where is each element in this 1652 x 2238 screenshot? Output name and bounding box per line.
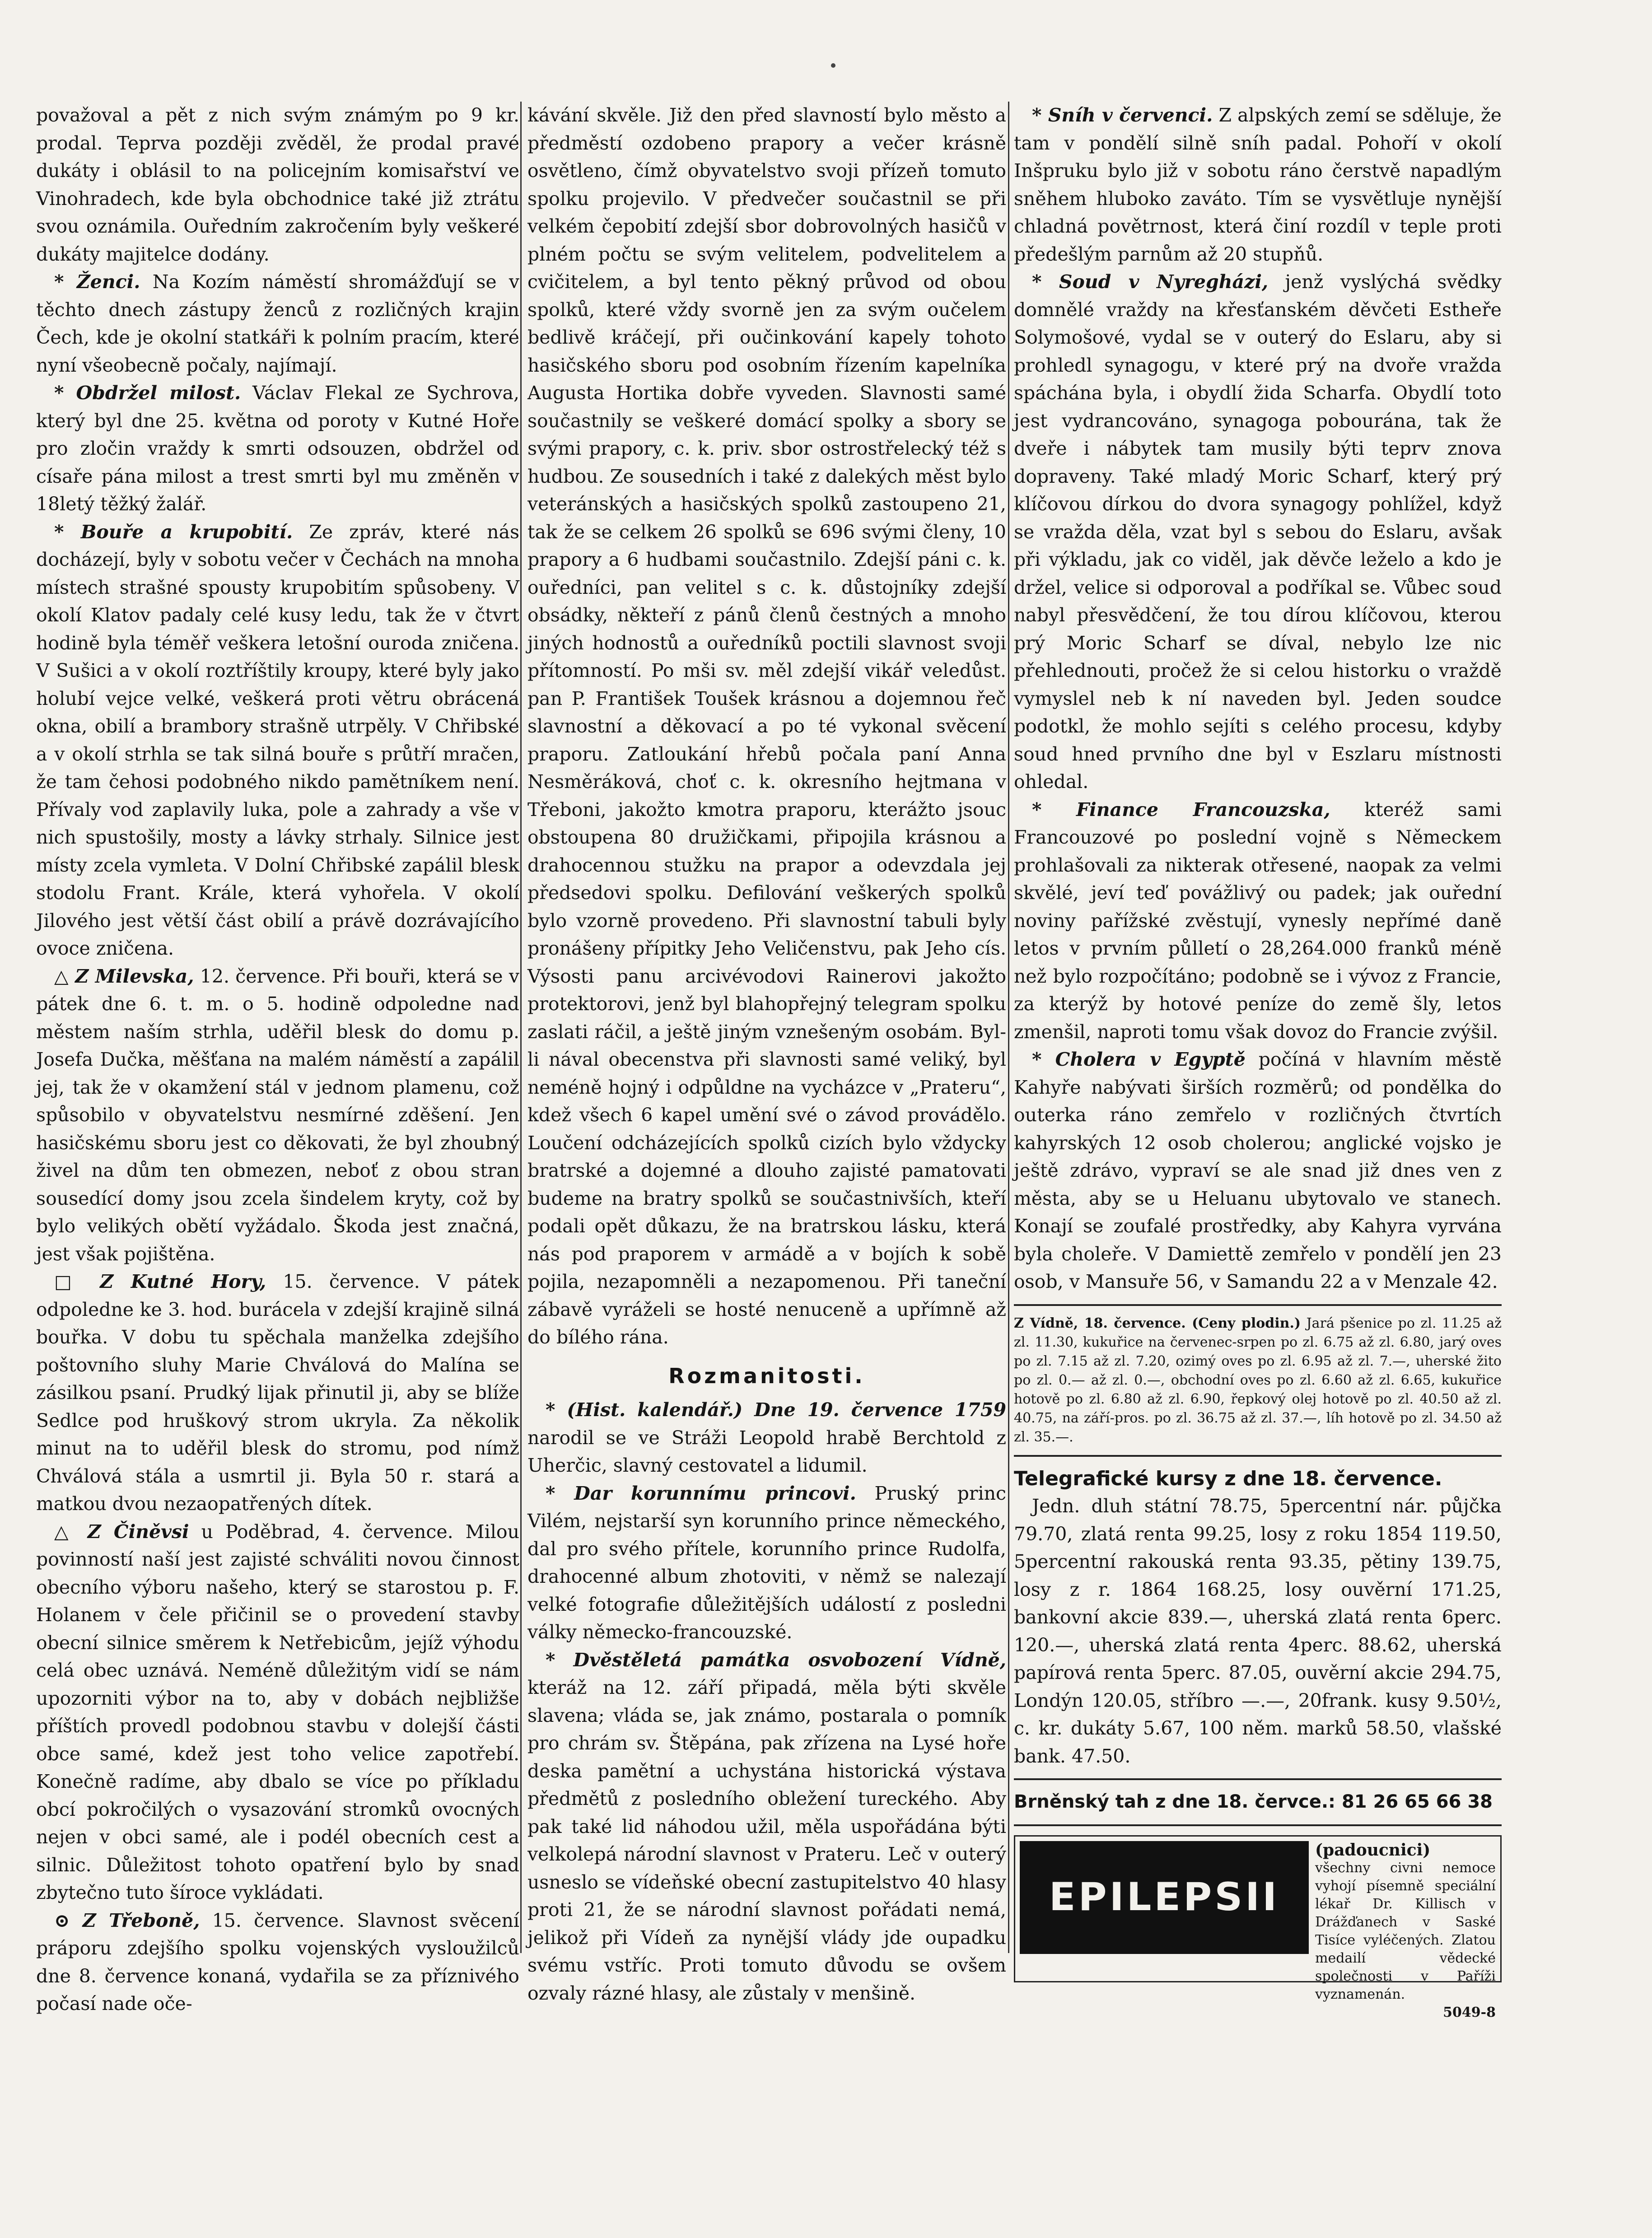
column-2 bbox=[527, 102, 1006, 2007]
ad-logo: EPILEPSII bbox=[1020, 1841, 1309, 1954]
article-milevsko bbox=[36, 963, 519, 1268]
article-dar bbox=[527, 1480, 1006, 1646]
ad-heading: (padoucnici) bbox=[1315, 1840, 1431, 1860]
heading-cinoves: △ Z Činěvsi bbox=[54, 1520, 189, 1543]
article-dukaty: považoval a pět z nich svým známým po 9 kr. prodal. Teprva později zvěděl, že prodal pravé dukáty i oblásil to na policejním komisařství ve Vinohradech, kde byla obchodnice také již ztrátu svou oznámila. Ouředním zakročením byly veškeré dukáty majitelce dodány. bbox=[36, 104, 519, 265]
divider-4 bbox=[1014, 1824, 1502, 1826]
heading-dar: * Dar korunnímu princovi. bbox=[546, 1482, 856, 1504]
text-finance: kteréž sami Francouzové po poslední vojně s Německem prohlašovali za nikterak otřesené, naopak za velmi skvělé, jeví teď povážlivý ou padek; jak ouřední noviny pařížské zvěstují, vynesly nepřímé daně letos v prvním půlletí o 28,264.000 franků méně než bylo rozpočítáno; podobně se i vývoz z Francie, za kterýž by hotové peníze do země šly, letos zmenšil, naproti tomu však dovoz do Francie zvýšil. bbox=[1014, 798, 1502, 1043]
article-snih bbox=[1014, 102, 1502, 268]
column-rule-2 bbox=[1008, 102, 1009, 1953]
column-rule-1 bbox=[520, 102, 522, 1953]
article-hist bbox=[527, 1396, 1006, 1480]
article-cinoves bbox=[36, 1518, 519, 1907]
ad-code: 5049-8 bbox=[1443, 2004, 1496, 2020]
text-trebon: 15. července. Slavnost svěcení práporu zdejšího spolku vojenských vysloužilců dne 8. července konaná, vydařila se za příznivého počasí nade oče- bbox=[36, 1909, 519, 2014]
heading-snih: * Sníh v červenci. bbox=[1032, 104, 1213, 126]
text-milevsko: 12. července. Při bouři, která se v pátek dne 6. t. m. o 5. hodině odpoledne nad městem naším strhla, uděřil blesk do domu p. Josefa Dučka, měšťana na malém náměstí a zapálil jej, tak že v okamžení stál v jednom plamenu, což spůsobilo v obyvatelstvu nesmírné zděšení. Jen hasičskému sboru jest co děkovati, že byl zhoubný živel na dům ten obmezen, neboť z obou stran sousedící domy jsou zcela šindelem kryty, což by bylo velikých obětí vyžádalo. Škoda jest značná, jest však pojištěna. bbox=[36, 965, 519, 1265]
page-speck bbox=[831, 63, 835, 68]
heading-trebon: ⊙ Z Třeboně, bbox=[54, 1909, 200, 1931]
divider-2 bbox=[1014, 1455, 1502, 1457]
text-dvestelet: kteráž na 12. září připadá, měla býti skvěle slavena; vláda se, jak známo, postarala o pomník pro chrám sv. Štěpána, pak zřízena na Lysé hoře deska pamětní a uchystána historická výstava předmětů z posledního obležení tureckého. Aby pak také lid náhodou užil, měla uspořádána býti velkolepá národní slavnost v Prateru. Leč v outerý usneslo se vídeňské obecní zastupitelstvo 40 hlasy proti 21, že se národní slavnost pořádati nemá, jelikož při Vídeň za nynější vlády jde oupadku svému vstříc. Proti tomuto důvodu se ovšem ozvaly rázné hlasy, ale zůstaly v menšině. bbox=[527, 1677, 1006, 2004]
ad-text: všechny civni nemoce vyhojí písemně speciální lékař Dr. Killisch v Drážďanech v Saské Tisíce vyléčených. Zlatou medailí vědecké společnosti v Paříži vyznamenán. bbox=[1315, 1860, 1496, 2002]
telegraph-rates-text: Jedn. dluh státní 78.75, 5percentní nár. půjčka 79.70, zlatá renta 99.25, losy z roku 1854 119.50, 5percentní rakouská renta 93.35, pětiny 139.75, losy z r. 1864 168.25, losy ouvěrní 171.25, bankovní akcie 839.—, uherská zlatá renta 6perc. 120.—, uherská zlatá renta 4perc. 88.62, uherská papírová renta 5perc. 87.05, ouvěrní akcie 294.75, Londýn 120.05, stříbro —.—, 20frank. kusy 9.50½, c. kr. dukáty 5.67, 100 něm. marků 58.50, vlašské bank. 47.50. bbox=[1014, 1495, 1502, 1767]
divider-1 bbox=[1014, 1304, 1502, 1306]
heading-zenci: * Ženci. bbox=[54, 271, 140, 293]
text-cholera: počíná v hlavním městě Kahyře nabývati širších rozměrů; od pondělka do outerka ráno zemřelo v rozličných čtvrtích kahyrských 12 osob cholerou; anglické vojsko je ještě zdrávo, vypraví se ale snad již dnes ven z města, aby se u Heluanu ubytovalo ve stanech. Konají se zoufalé prostředky, aby Kahyra vyrvána byla choleře. V Damiettě zemřelo v pondělí jen 23 osob, v Mansuře 56, v Samandu 22 a v Menzale 42. bbox=[1014, 1049, 1502, 1292]
heading-dvestelet: * Dvěstěletá památka osvobození Vídně, bbox=[546, 1649, 1006, 1671]
heading-hist: * (Hist. kalendář.) Dne 19. července 1759 bbox=[546, 1399, 1006, 1421]
text-kutna-hora: 15. července. V pátek odpoledne ke 3. hod. burácela v zdejší krajině silná bouřka. V dobu tu spěchala manželka zdejšího poštovního sluhy Marie Chválová do Malína se zásilkou psaní. Prudký lijak přinutil ji, aby se blíže Sedlce pod hruškový strom ukryla. Za několik minut na to uděřil blesk do stromu, pod nímž Chválová stála a usmrtil ji. Byla 50 r. stará a matkou dvou nezaopatřených dítek. bbox=[36, 1271, 519, 1515]
market-prices bbox=[1014, 1314, 1502, 1447]
heading-kutna-hora: □ Z Kutné Hory, bbox=[54, 1271, 266, 1292]
text-boure: Ze zpráv, které nás docházejí, byly v sobotu večer v Čechách na mnoha místech strašné spousty krupobitím spůsobeny. V okolí Klatov padaly celé kusy ledu, tak že v čtvrt hodině byla téměř veškera letošní ouroda zničena. V Sušici a v okolí roztříštily kroupy, které byly jako holubí vejce velké, veškerá proti větru obrácená okna, obilí a brambory strašně utrpěly. V Chřibské a v okolí strhla se tak silná bouře s průtří mračen, že tam čehosi podobného nikdo pamětníkem není. Přívaly vod zaplavily luka, pole a zahrady a vše v nich spustošily, mosty a lávky strhaly. Silnice jest místy zcela vymleta. V Dolní Chřibské zapálil blesk stodolu Frant. Krále, která vyhořela. V okolí Jilového jest větší část obilí a právě dozrávajícího ovoce zničena. bbox=[36, 521, 520, 959]
article-trebon bbox=[36, 1907, 519, 2018]
telegraph-rates-title: Telegrafické kursy z dne 18. července. bbox=[1014, 1467, 1442, 1490]
section-title-rozmanitosti: Rozmanitosti. bbox=[668, 1363, 865, 1388]
article-boure bbox=[36, 518, 519, 963]
article-dvestelet bbox=[527, 1646, 1006, 2008]
divider-3 bbox=[1014, 1778, 1502, 1780]
text-dar: Pruský princ Vilém, nejstarší syn korunního prince německého, dal pro svého přítele, korunního prince Rudolfa, drahocenné album zhotoviti, v němž se nalezají velké fotografie důležitějších událostí z posledni války německo-francouzské. bbox=[527, 1482, 1006, 1643]
article-zenci bbox=[36, 268, 519, 379]
text-milost: Václav Flekal ze Sychrova, který byl dne 25. května od poroty v Kutné Hoře pro zločin vraždy k smrti odsouzen, obdržel od císaře pána milost a trest smrti byl mu změněn v 18letý těžký žalář. bbox=[36, 382, 519, 515]
advertisement-epilepsie bbox=[1014, 1835, 1502, 2020]
heading-milevsko: △ Z Milevska, bbox=[54, 965, 194, 987]
article-soud bbox=[1014, 268, 1502, 796]
heading-milost: * Obdržel milost. bbox=[54, 382, 241, 404]
article-trebon-cont: kávání skvěle. Již den před slavností bylo město a předměstí ozdobeno prapory a večer krásně osvětleno, čímž obyvatelstvo svoji přízeň tomuto spolku projevilo. V předvečer součastnil se při velkém čepobití zdejší sbor dobrovolných hasičů v plném počtu se svým velitelem, podvelitelem a cvičitelem, a byl tento pěkný průvod od obou spolků, které vždy svorně jen za svým oučelem bedlivě kráčejí, při oučinkování kapely tohoto hasičského sboru pod osobním řízením kapelníka Augusta Hortika dobře vyveden. Slavnosti samé součastnily se veškeré domácí spolky a sbory se svými prapory, c. k. priv. sbor ostrostřelecký též s hudbou. Ze sousedních i také z dalekých měst bylo veteránských a hasičských spolků zastoupeno 21, tak že se celkem 26 spolků se 696 svými členy, 10 prapory a 6 hudbami součastnilo. Zdejší páni c. k. ouředníci, pan velitel s c. k. důstojníky zdejší obsádky, někteří z pánů členů čestných a mnoho jiných hodnostů a ouředníků poctili slavnost svoji přítomností. Po mši sv. měl zdejší vikář veledůst. pan P. František Toušek krásnou a dojemnou řeč slavnostní a děkovací a po té vykonal svěcení praporu. Zatloukání hřebů počala paní Anna Nesměráková, choť c. k. okresního hejtmana v Třeboni, jakožto kmotra praporu, kterážto jsouc obstoupena 80 družičkami, připojila krásnou a drahocennou stužku na prapor a odevzdala jej předsedovi spolku. Defilování veškerých spolků bylo vzorně provedeno. Při slavnostní tabuli byly pronášeny přípitky Jeho Veličenstvu, pak Jeho cís. Výsosti panu arcivévodovi Rainerovi jakožto protektorovi, jenž byl blahopřejný telegram spolku zaslati ráčil, a ještě jiným vznešeným osobám. Byl-li nával obecenstva při slavnosti samé veliký, byl neméně hojný i odpůldne na vycházce v „Prateru“, kdež všech 6 kapel umění své o závod provádělo. Loučení odcházejících spolků cizích bylo vždycky bratrské a dojemné a dlouho zajisté pamatovati budeme na bratry spolků se součastnivších, kteří podali opět důkazu, že na bratrskou lásku, která nás pod praporem v armádě a v bojích k sobě pojila, nezapomněli a nezapomenou. Při taneční zábavě vyráželi se hosté nenuceně a upřímně až do bílého rána. bbox=[527, 104, 1006, 1348]
heading-boure: * Bouře a krupobití. bbox=[54, 521, 293, 543]
market-prices-heading: Z Vídně, 18. července. (Ceny plodin.) bbox=[1014, 1315, 1301, 1331]
article-cholera bbox=[1014, 1046, 1502, 1296]
article-kutna-hora bbox=[36, 1268, 519, 1518]
text-cinoves: u Poděbrad, 4. července. Milou povinností naší jest zajisté schváliti novou činnost obecního výboru našeho, který se starostou p. F. Holanem v čele přičinil se o provedení stavby obecní silnice směrem k Netřebicům, jejíž výhodu celá obec uznává. Neméně důležitým vidí se nám upozorniti výbor na to, aby v dobách nejbližše příštích provedl podobnou stavbu v dolejší části obce samé, kdež jest toho velice zapotřebí. Konečně radíme, aby dbalo se více po příkladu obcí pokročilých o vysazování stromků ovocných nejen v obci samé, ale i podél obecních cest a silnic. Důležitost tohoto opatření bylo by snad zbytečno tuto šíroce vykládati. bbox=[36, 1520, 519, 1903]
market-prices-text: Jará pšenice po zl. 11.25 až zl. 11.30, kukuřice na červenec-srpen po zl. 6.75 až zl. 6.80, jarý oves po zl. 7.15 až zl. 7.20, ozimý oves po zl. 6.95 až zl. 7.—, uherské žito po zl. 0.— až zl. 0.—, obchodní oves po zl. 6.60 až zl. 6.65, kukuřice hotově po zl. 6.80 až zl. 6.90, řepkový olej hotově po zl. 40.50 až zl. 40.75, na září-pros. po zl. 36.75 až zl. 37.—, líh hotově po zl. 34.50 až zl. 35.—. bbox=[1014, 1315, 1502, 1445]
text-snih: Z alpských zemí se sděluje, že tam v pondělí silně sníh padal. Pohoří v okolí Inšpruku bylo již v sobotu ráno čerstvě napadlým sněhem hluboko zaváto. Tím se vysvětluje nynější chladná povětrnost, která činí rozdíl v teple proti předešlým parnům až 20 stupňů. bbox=[1014, 104, 1502, 265]
ad-body bbox=[1309, 1841, 1496, 2022]
text-hist: narodil se ve Stráži Leopold hrabě Berchtold z Uherčic, slavný cestovatel a lidumil. bbox=[527, 1427, 1006, 1476]
text-zenci: Na Kozím náměstí shromážďují se v těchto dnech zástupy ženců z rozličných krajin Čech, kde je okolní statkáři k polním pracím, které nyní všeobecně počaly, najímají. bbox=[36, 271, 519, 376]
heading-cholera: * Cholera v Egyptě bbox=[1032, 1049, 1246, 1070]
heading-soud: * Soud v Nyregházi, bbox=[1032, 271, 1269, 293]
column-3 bbox=[1014, 102, 1502, 2020]
heading-finance: * Finance Francouzska, bbox=[1032, 798, 1330, 821]
article-finance bbox=[1014, 796, 1502, 1046]
column-1 bbox=[36, 102, 519, 2018]
article-milost bbox=[36, 379, 519, 518]
text-soud: jenž vyslýchá svědky domnělé vraždy na křesťanském děvčeti Estheře Solymošové, vydal se v outerý do Eslaru, aby si prohledl synagogu, v které prý na dvoře vražda spáchána byla, i obydlí žida Scharfa. Obydlí toto jest vydrancováno, synagoga pobourána, tak že dveře i nábytek tam musily býti teprv znova dopraveny. Také mladý Moric Scharf, který prý klíčovou dírkou do dvora synagogy pohlížel, když se vražda děla, vzat byl s sebou do Eslaru, avšak při výkladu, jak co viděl, jak děvče leželo a kdo je držel, velice si odporoval a podříkal se. Vůbec soud nabyl přesvědčení, že tou dírou klíčovou, kterou prý Moric Scharf se díval, nebylo lze nic přehlednouti, pročež že si celou historku o vraždě vymyslel neb k ní naveden byl. Jeden soudce podotkl, že mohlo sejíti s celého procesu, kdyby soud hned prvního dne byl v Eszlaru místnosti ohledal. bbox=[1014, 271, 1502, 793]
brno-lottery: Brněnský tah z dne 18. červce.: 81 26 65 66 38 bbox=[1014, 1791, 1493, 1812]
